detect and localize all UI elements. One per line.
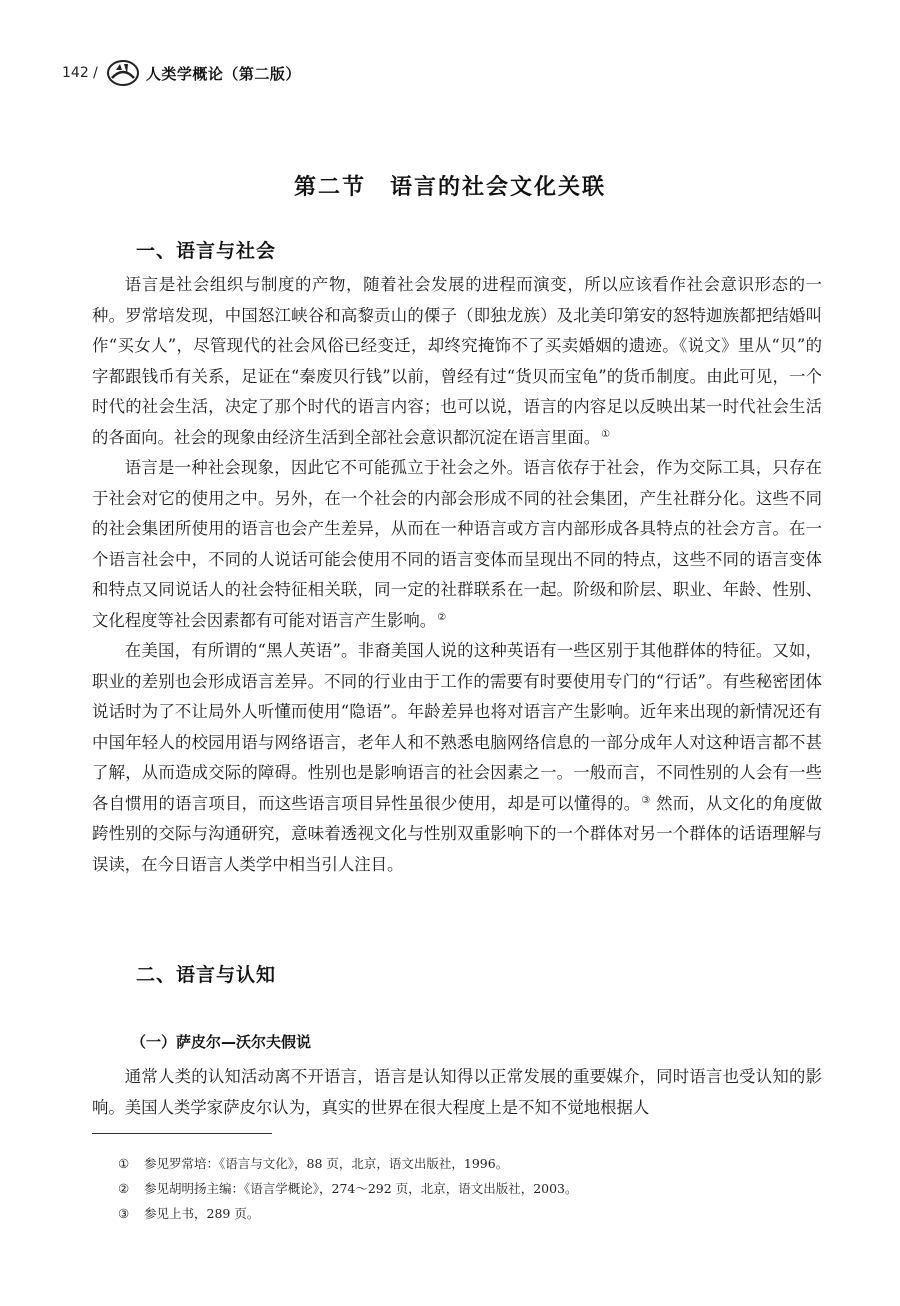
paragraph: 语言是社会组织与制度的产物，随着社会发展的进程而演变，所以应该看作社会意识形态的一种。罗常培发现，中国怒江峡谷和高黎贡山的傈子（即独龙族）及北美印第安的怒特迦族都把结婚叫作“买女人”，尽管现代的社会风俗已经变迁，却终究掩饰不了买卖婚姻的遗迹。《说文》里从“贝”的字都跟钱币有关系，足证在“秦废贝行钱”以前，曾经有过“货贝而宝龟”的货币制度。由此可见，一个时代的社会生活，决定了那个时代的语言内容；也可以说，语言的内容足以反映出某一时代社会生活的各面向。社会的现象由经济生活到全部社会意识都沉淀在语言里面。① [92, 275, 822, 447]
footnote: ② 参见胡明扬主编：《语言学概论》，274～292 页，北京，语文出版社，2003。 [118, 1181, 578, 1196]
section-2-body [92, 1062, 822, 1123]
paragraph: 语言是一种社会现象，因此它不可能孤立于社会之外。语言依存于社会，作为交际工具，只存在于社会对它的使用之中。另外，在一个社会的内部会形成不同的社会集团，产生社群分化。这些不同的社会集团所使用的语言也会产生差异，从而在一种语言或方言内部形成各具特点的社会方言。在一个语言社会中，不同的人说话可能会使用不同的语言变体而呈现出不同的特点，这些不同的语言变体和特点又同说话人的社会特征相关联，同一定的社群联系在一起。阶级和阶层、职业、年龄、性别、文化程度等社会因素都有可能对语言产生影响。② [92, 458, 822, 630]
heading-language-and-society: 一、语言与社会 [136, 240, 277, 262]
heading-language-and-cognition: 二、语言与认知 [136, 964, 277, 986]
footnote: ① 参见罗常培：《语言与文化》，88 页，北京，语文出版社，1996。 [118, 1156, 509, 1171]
section-title: 第二节 语言的社会文化关联 [293, 175, 606, 200]
footnote-divider [92, 1133, 272, 1134]
subheading-sapir-whorf: （一）萨皮尔—沃尔夫假说 [131, 1033, 312, 1051]
publisher-logo-icon [106, 58, 140, 88]
section-1-body [92, 270, 822, 880]
footnote: ③ 参见上书，289 页。 [118, 1206, 260, 1221]
book-title: 人类学概论（第二版） [145, 64, 301, 83]
footnote-ref: ① [601, 428, 611, 440]
footnotes [118, 1151, 818, 1226]
footnote-ref: ② [437, 611, 447, 623]
running-header [62, 58, 301, 88]
page-number: 142 / [62, 65, 98, 81]
footnote-ref: ③ [641, 794, 651, 806]
paragraph: 在美国，有所谓的“黑人英语”。非裔美国人说的这种英语有一些区别于其他群体的特征。又如，职业的差别也会形成语言差异。不同的行业由于工作的需要有时要使用专门的“行话”。有些秘密团体说话时为了不让局外人听懂而使用“隐语”。年龄差异也将对语言产生影响。近年来出现的新情况还有中国年轻人的校园用语与网络语言，老年人和不熟悉电脑网络信息的一部分成年人对这种语言都不甚了解，从而造成交际的障碍。性别也是影响语言的社会因素之一。一般而言，不同性别的人会有一些各自惯用的语言项目，而这些语言项目异性虽很少使用，却是可以懂得的。③ 然而，从文化的角度做跨性别的交际与沟通研究，意味着透视文化与性别双重影响下的一个群体对另一个群体的话语理解与误读，在今日语言人类学中相当引人注目。 [92, 641, 823, 874]
paragraph: 通常人类的认知活动离不开语言，语言是认知得以正常发展的重要媒介，同时语言也受认知的影响。美国人类学家萨皮尔认为，真实的世界在很大程度上是不知不觉地根据人 [92, 1067, 822, 1117]
